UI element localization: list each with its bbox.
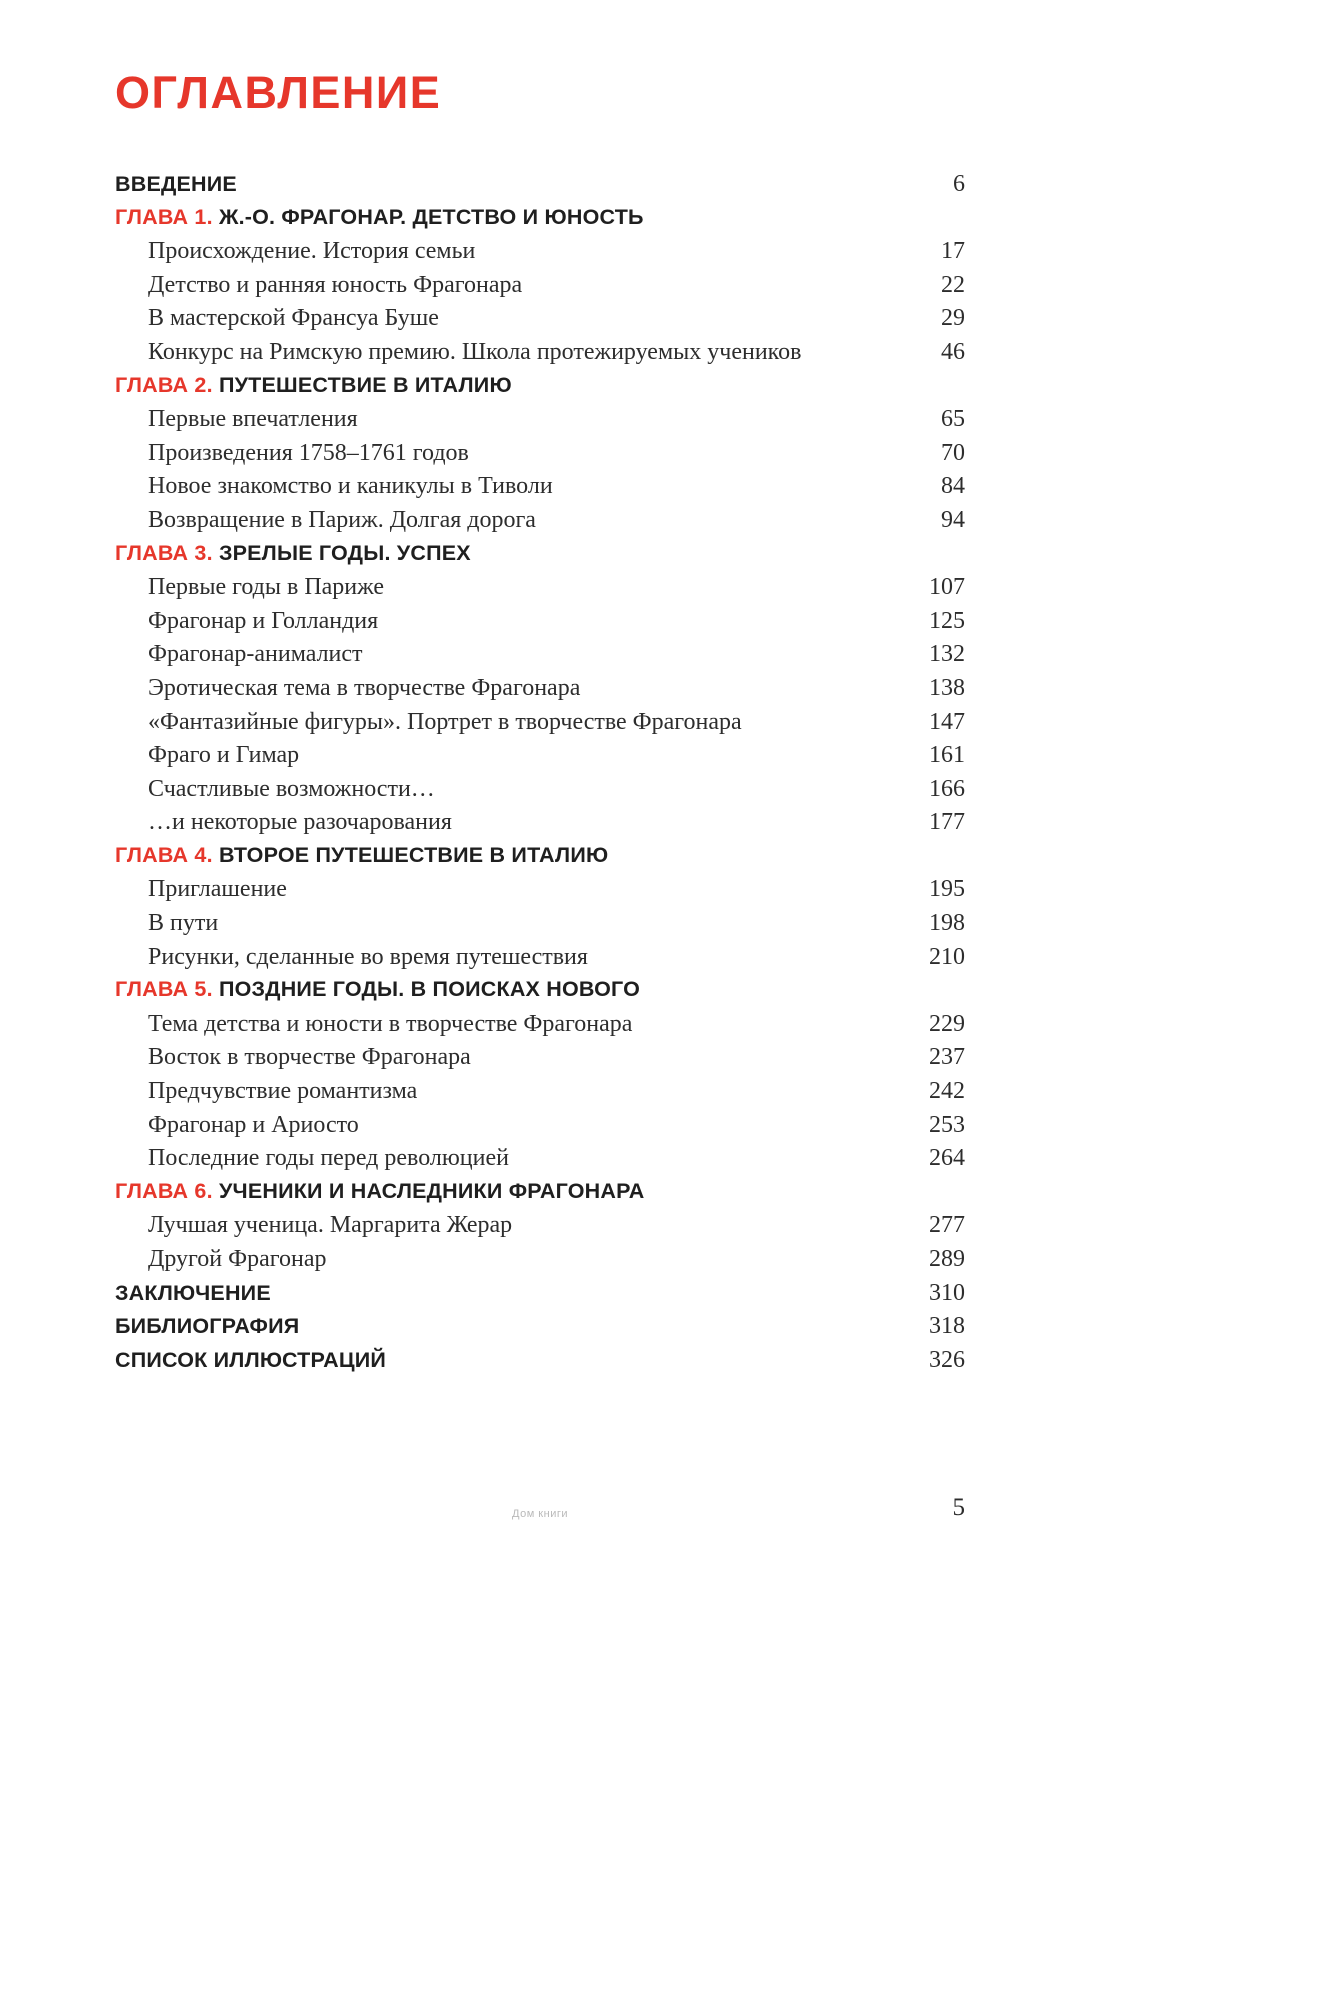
toc-row: [115, 272, 965, 306]
toc-row: [115, 205, 965, 239]
toc-row: [115, 608, 965, 642]
toc-row: [115, 809, 965, 843]
toc-row: [115, 406, 965, 440]
toc-row: [115, 843, 965, 877]
toc-entry-label: Другой Фрагонар: [148, 1246, 327, 1272]
toc-entry-label: Восток в творчестве Фрагонара: [148, 1044, 471, 1071]
toc-entry-label: ЗАКЛЮЧЕНИЕ: [115, 1280, 271, 1305]
toc-entry-page: 318: [929, 1313, 965, 1340]
toc-entry-page: 132: [929, 641, 965, 668]
toc-entry-page: 242: [929, 1078, 965, 1105]
toc-entry-label: ВВЕДЕНИЕ: [115, 172, 237, 196]
toc-entry-label: ГЛАВА 6. УЧЕНИКИ И НАСЛЕДНИКИ ФРАГОНАРА: [115, 1178, 645, 1203]
toc-entry-page: 237: [929, 1044, 965, 1071]
toc-row: [115, 1347, 965, 1381]
toc-entry-label: Лучшая ученица. Маргарита Жерар: [148, 1212, 513, 1239]
toc-entry-page: 65: [941, 406, 965, 433]
toc-entry-page: 107: [929, 574, 965, 601]
toc-row: [115, 675, 965, 709]
toc-row: [115, 507, 965, 541]
toc-row: [115, 1280, 965, 1314]
toc-row: [115, 305, 965, 339]
toc-entry-label: В пути: [148, 910, 219, 937]
toc-row: [115, 977, 965, 1011]
toc-entry-page: 70: [941, 439, 965, 466]
toc-row: [115, 473, 965, 507]
toc-row: [115, 944, 965, 978]
toc-row: [115, 238, 965, 272]
folio-page-number: 5: [952, 1494, 965, 1521]
toc-entry-page: 177: [929, 809, 965, 836]
toc-entry-label: ГЛАВА 3. ЗРЕЛЫЕ ГОДЫ. УСПЕХ: [115, 540, 471, 565]
toc-entry-page: 277: [929, 1212, 965, 1239]
toc-row: [115, 1145, 965, 1179]
toc-entry-label: Приглашение: [148, 876, 287, 903]
toc-row: [115, 641, 965, 675]
toc-entry-page: 84: [941, 473, 965, 500]
toc-row: [115, 776, 965, 810]
toc-entry-page: 17: [941, 238, 965, 265]
toc-entry-label: В мастерской Франсуа Буше: [148, 305, 439, 332]
toc-row: [115, 910, 965, 944]
toc-entry-label: Счастливые возможности…: [148, 775, 435, 802]
page-title: ОГЛАВЛЕНИЕ: [115, 67, 442, 118]
toc-entry-page: 125: [929, 607, 965, 634]
toc-entry-label: Фраго и Гимар: [148, 742, 300, 769]
toc-entry-label: ГЛАВА 4. ВТОРОЕ ПУТЕШЕСТВИЕ В ИТАЛИЮ: [115, 842, 609, 867]
toc-entry-label: Последние годы перед революцией: [148, 1145, 509, 1172]
toc-entry-page: 138: [929, 674, 965, 701]
toc-entry-label: Тема детства и юности в творчестве Фрагонара: [148, 1010, 633, 1037]
toc-row: [115, 876, 965, 910]
toc-row: [115, 1246, 965, 1280]
toc-entry-label: ГЛАВА 2. ПУТЕШЕСТВИЕ В ИТАЛИЮ: [115, 372, 512, 397]
toc-entry-label: Фрагонар и Голландия: [148, 607, 379, 634]
toc-row: [115, 373, 965, 407]
chapter-number-label: ГЛАВА 3.: [115, 540, 219, 565]
toc-entry-label: Произведения 1758–1761 годов: [148, 439, 469, 466]
toc-row: [115, 541, 965, 575]
toc-entry-label: БИБЛИОГРАФИЯ: [115, 1314, 300, 1339]
toc-row: [115, 1179, 965, 1213]
watermark-text: Дом книги: [512, 1508, 568, 1520]
toc-row: [115, 574, 965, 608]
toc-entry-page: 253: [929, 1111, 965, 1138]
toc-entry-label: ГЛАВА 1. Ж.-О. ФРАГОНАР. ДЕТСТВО И ЮНОСТЬ: [115, 204, 644, 229]
toc-row: [115, 1011, 965, 1045]
toc-entry-page: 6: [953, 171, 965, 197]
toc-entry-page: 46: [941, 338, 965, 365]
toc-entry-label: Рисунки, сделанные во время путешествия: [148, 943, 588, 970]
toc-row: [115, 1313, 965, 1347]
toc-entry-label: Детство и ранняя юность Фрагонара: [148, 271, 523, 298]
chapter-number-label: ГЛАВА 6.: [115, 1178, 219, 1203]
toc-entry-label: Фрагонар и Ариосто: [148, 1111, 359, 1138]
toc-entry-page: 94: [941, 506, 965, 533]
toc-entry-page: 195: [929, 876, 965, 903]
toc-entry-label: Новое знакомство и каникулы в Тиволи: [148, 473, 553, 500]
toc-row: [115, 440, 965, 474]
toc-entry-page: 166: [929, 775, 965, 802]
toc-entry-page: 264: [929, 1145, 965, 1172]
toc-row: [115, 1212, 965, 1246]
toc-row: [115, 1044, 965, 1078]
toc-entry-label: Предчувствие романтизма: [148, 1078, 418, 1105]
toc-entry-page: 210: [929, 943, 965, 970]
chapter-number-label: ГЛАВА 2.: [115, 372, 219, 397]
toc-entry-page: 161: [929, 742, 965, 769]
toc-entry-page: 147: [929, 708, 965, 735]
toc-row: [115, 1078, 965, 1112]
toc-entry-label: Конкурс на Римскую премию. Школа протежируемых учеников: [148, 338, 802, 365]
chapter-number-label: ГЛАВА 4.: [115, 842, 219, 867]
toc-entry-label: СПИСОК ИЛЛЮСТРАЦИЙ: [115, 1347, 387, 1372]
toc-entry-page: 310: [929, 1279, 965, 1306]
toc-entry-page: 289: [929, 1246, 965, 1272]
toc-content: [115, 67, 965, 1380]
toc-entry-page: 29: [941, 305, 965, 332]
toc-entry-label: Возвращение в Париж. Долгая дорога: [148, 506, 536, 533]
toc-entry-page: 22: [941, 271, 965, 298]
toc-entry-label: …и некоторые разочарования: [148, 809, 452, 836]
toc-row: [115, 339, 965, 373]
toc-row: [115, 1112, 965, 1146]
toc-entry-label: Первые впечатления: [148, 406, 358, 433]
toc-entry-label: Фрагонар-анималист: [148, 641, 363, 668]
toc-entry-label: Эротическая тема в творчестве Фрагонара: [148, 674, 581, 701]
toc-entry-label: Первые годы в Париже: [148, 574, 385, 601]
toc-list: [115, 171, 965, 1380]
toc-entry-label: «Фантазийные фигуры». Портрет в творчестве Фрагонара: [148, 708, 742, 735]
toc-row: [115, 709, 965, 743]
toc-row: [115, 171, 965, 205]
chapter-number-label: ГЛАВА 1.: [115, 204, 219, 229]
toc-row: [115, 742, 965, 776]
chapter-number-label: ГЛАВА 5.: [115, 977, 219, 1002]
toc-entry-page: 198: [929, 910, 965, 937]
toc-entry-page: 326: [929, 1346, 965, 1373]
toc-entry-label: Происхождение. История семьи: [148, 238, 476, 265]
toc-entry-label: ГЛАВА 5. ПОЗДНИЕ ГОДЫ. В ПОИСКАХ НОВОГО: [115, 977, 641, 1002]
toc-entry-page: 229: [929, 1010, 965, 1037]
